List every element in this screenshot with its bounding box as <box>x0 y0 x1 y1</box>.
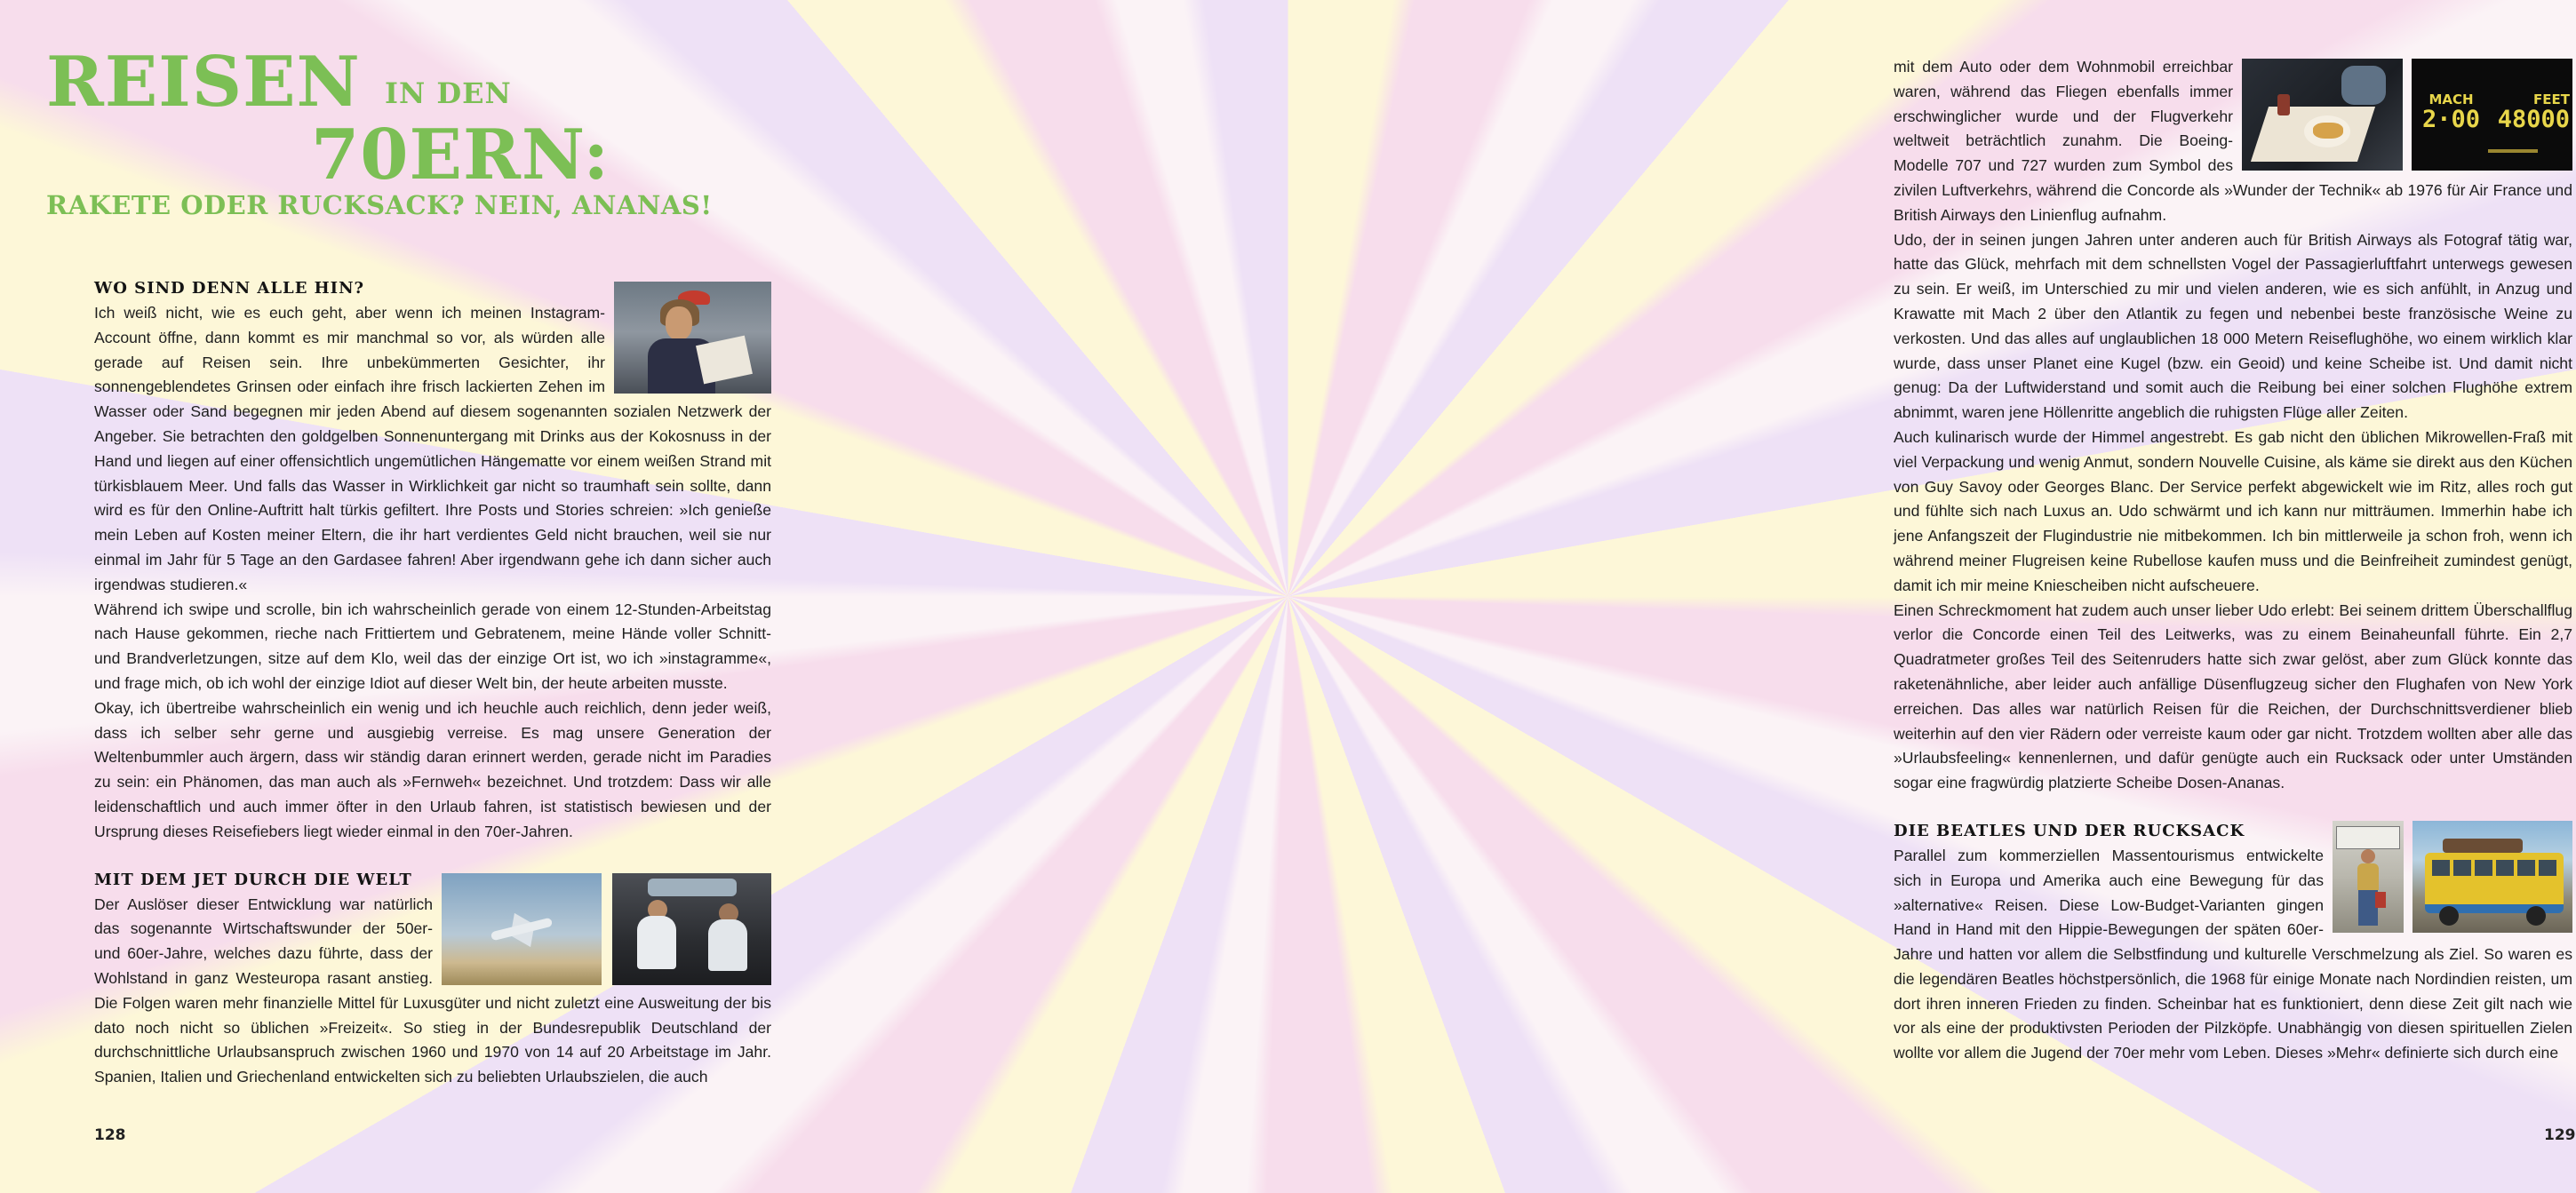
heading-beatles-rucksack: DIE BEATLES UND DER RUCKSACK <box>1894 821 2245 840</box>
left-column <box>94 276 771 1090</box>
title-reisen: REISEN <box>46 42 361 123</box>
photo-backpacker <box>2333 821 2404 933</box>
photo-airplane-takeoff <box>442 873 602 985</box>
paragraph: Ich weiß nicht, wie es euch geht, aber wenn ich meinen Instagram-Account öffne, dann kommt es mir manchmal so vor, als würden alle gerade auf Reisen sein. Ihre unbekümmerten Gesichter, ihr sonnengeblendetes Grinsen oder einfach ihre frisch lackierten Zehen im Wasser oder Sand begegnen mir jeden Abend auf diesem sogenannten sozialen Netzwerk der Angeber. Sie betrachten den goldgelben Sonnenuntergang mit Drinks aus der Kokosnuss in der Hand und liegen auf einer offensichtlich ungemütlichen Hängematte vor einem weißen Strand mit türkisblauem Meer. Und falls das Wasser in Wirklichkeit gar nicht so traumhaft sein sollte, dann wird es für den Online-Auftritt halt türkis gefiltert. Ihre Posts und Stories schreien: »Ich genieße mein Leben auf Kosten meiner Eltern, die ihr hart verdientes Geld nicht brauchen, weil sie nur einmal im Jahr für 5 Tage an den Gardasee fahren! Aber irgendwann gehe ich dann sicher auch irgendwas studieren.« <box>94 304 771 593</box>
page-number-right: 129 <box>2544 1126 2576 1144</box>
right-page <box>889 0 2576 1193</box>
paragraph: Udo, der in seinen jungen Jahren unter anderen auch für British Airways als Fotograf tätig war, hatte das Glück, mehrfach mit dem schnellsten Vogel der Passagierluftfahrt unterwegs gewesen zu sein. Er weiß, im Unterschied zu mir und vielen anderen, wie es sich anfühlt, in Anzug und Krawatte mit Mach 2 über den Atlantik zu fegen und nebenbei beste französische Weine zu verkosten. Und das alles auf unglaublichen 18 000 Metern Reiseflughöhe, wo einem wirklich klar wurde, dass unser Planet eine Kugel (bzw. ein Geoid) und keine Scheibe ist. Und damit nicht genug: Da der Luftwiderstand und somit auch die Reibung bei einer solchen Flughöhe extrem abnimmt, waren jene Höllenritte angeblich die ruhigsten Flüge aller Zeiten. <box>1894 230 2572 422</box>
title-70ern: 70ERN: <box>311 115 610 195</box>
heading-wo-sind-denn-alle-hin: WO SIND DENN ALLE HIN? <box>94 279 365 298</box>
photo-hippie-bus <box>2413 821 2572 933</box>
paragraph: Parallel zum kommerziellen Massentourismus entwickelte sich in Europa und Amerika auch eine Bewegung für das »alternative« Reisen. Diese Low-Budget-Varianten gingen Hand in Hand mit den Hippie-Bewegungen der späten 60er-Jahre und hatten vor allem die Selbstfindung und kulturelle Verschmelzung als Ziel. So waren es die legendären Beatles höchstpersönlich, die 1968 für einige Monate nach Nordindien reisten, um dort ihren inneren Frieden zu finden. Scheinbar hat es funktioniert, denn diese Zeit gilt nach wie vor als eine der produktivsten Perioden der Pilzköpfe. Unabhängig von diesen spirituellen Zielen wollte vor allem die Jugend der 70er mehr vom Leben. Dieses »Mehr« definierte sich durch eine <box>1894 846 2572 1062</box>
photo-group-beatles <box>2333 821 2572 933</box>
photo-group-concorde <box>2242 59 2572 171</box>
photo-group-jet <box>442 873 771 985</box>
feet-readout: FEET 48000 <box>2497 91 2570 133</box>
paragraph: Auch kulinarisch wurde der Himmel angestrebt. Es gab nicht den üblichen Mikrowellen-Fraß mit viel Verpackung und wenig Anmut, sondern Nouvelle Cuisine, als käme sie direkt aus den Küchen von Guy Savoy oder Georges Blanc. Der Service perfekt abgewickelt wie im Ritz, alles roch gut und fühlte sich nach Luxus an. Udo schwärmt und ich kann nur mitträumen. Immerhin habe ich jene Anfangszeit der Flugindustrie nie mitbekommen. Ich bin mittlerweile ja schon froh, wenn ich während meiner Flugreisen keine Rubellose kaufen muss und die Beinfreiheit zumindest genügt, damit ich mir meine Kniescheiben nicht aufscheuere. <box>1894 427 2572 594</box>
left-page <box>0 0 889 1193</box>
paragraph: Während ich swipe und scrolle, bin ich wahrscheinlich gerade von einem 12-Stunden-Arbeitstag nach Hause gekommen, rieche nach Frittiertem und Gebratenem, meine Hände voller Schnitt- und Brandverletzungen, sitze auf dem Klo, weil das der einzige Ort ist, wo ich »instagramme«, und frage mich, ob ich wohl der einzige Idiot auf dieser Welt bin, der heute arbeiten musste. <box>94 600 771 692</box>
paragraph: Der Auslöser dieser Entwicklung war natürlich das sogenannte Wirtschaftswunder der 50er- und 60er-Jahre, welches dazu führte, dass der Wohlstand in ganz Westeuropa rasant anstieg. Die Folgen waren mehr finanzielle Mittel für Luxusgüter und nicht zuletzt eine Ausweitung der bis dato noch nicht so üblichen »Freizeit«. So stieg in der Bundesrepublik Deutschland der durchschnittliche Urlaubsanspruch zwischen 1960 und 1970 von 14 auf 20 Arbeitstage im Jahr. Spanien, Italien und Griechenland entwickelten sich zu beliebten Urlaubszielen, die auch <box>94 895 771 1086</box>
right-column <box>1894 55 2572 1066</box>
title-in-den: IN DEN <box>385 76 512 110</box>
photo-mach-display <box>2412 59 2572 171</box>
paragraph: Einen Schreckmoment hat zudem auch unser lieber Udo erlebt: Bei seinem drittem Überschallflug verlor die Concorde einen Teil des Leitwerks, was zu einem Beinaheunfall führte. Ein 2,7 Quadratmeter großes Teil des Seitenruders hatte sich zwar gelöst, aber zum Glück konnte das raketenähnliche, aber leider auch anfällige Düsenflugzeug sicher den Flughafen von New York erreichen. Das alles war natürlich Reisen für die Reichen, der Durchschnittsverdiener blieb weiterhin auf den vier Rädern oder verreiste kaum oder gar nicht. Trotzdem wollten aber alle das »Urlaubsfeeling« kennenlernen, und dafür genügte auch ein Rucksack oder unter Umständen sogar eine fragwürdig platzierte Scheibe Dosen-Ananas. <box>1894 600 2572 792</box>
photo-businessman-reading <box>614 282 771 394</box>
paragraph: Okay, ich übertreibe wahrscheinlich ein wenig und ich heuchle auch reichlich, denn jeder weiß, dass ich selber sehr gerne und ausgiebig verreise. Es mag unsere Generation der Weltenbummler auch ärgern, dass wir ständig daran erinnert werden, gerade nicht im Paradies zu sein: ein Phänomen, das man auch als »Fernweh« bezeichnet. Und trotzdem: Dass wir alle leidenschaftlich und auch immer öfter in den Urlaub fahren, ist statistisch bewiesen und der Ursprung dieses Reisefiebers liegt wieder einmal in den 70er-Jahren. <box>94 698 771 840</box>
page-number-left: 128 <box>94 1126 126 1144</box>
photo-cockpit-pilots <box>612 873 771 985</box>
title-subtitle: RAKETE ODER RUCKSACK? NEIN, ANANAS! <box>46 190 713 220</box>
paragraph: mit dem Auto oder dem Wohnmobil erreichbar waren, während das Fliegen ebenfalls immer erschwinglicher wurde und der Flugverkehr weltweit beträchtlich zunahm. Die Boeing-Modelle 707 und 727 wurden zum Symbol des zivilen Luftverkehrs, während die Concorde als »Wunder der Technik« ab 1976 für Air France und British Airways den Linienflug aufnahm. <box>1894 58 2572 224</box>
mach-readout: MACH 2·00 <box>2422 91 2481 133</box>
photo-inflight-meal <box>2242 59 2403 171</box>
heading-mit-dem-jet: MIT DEM JET DURCH DIE WELT <box>94 870 412 889</box>
